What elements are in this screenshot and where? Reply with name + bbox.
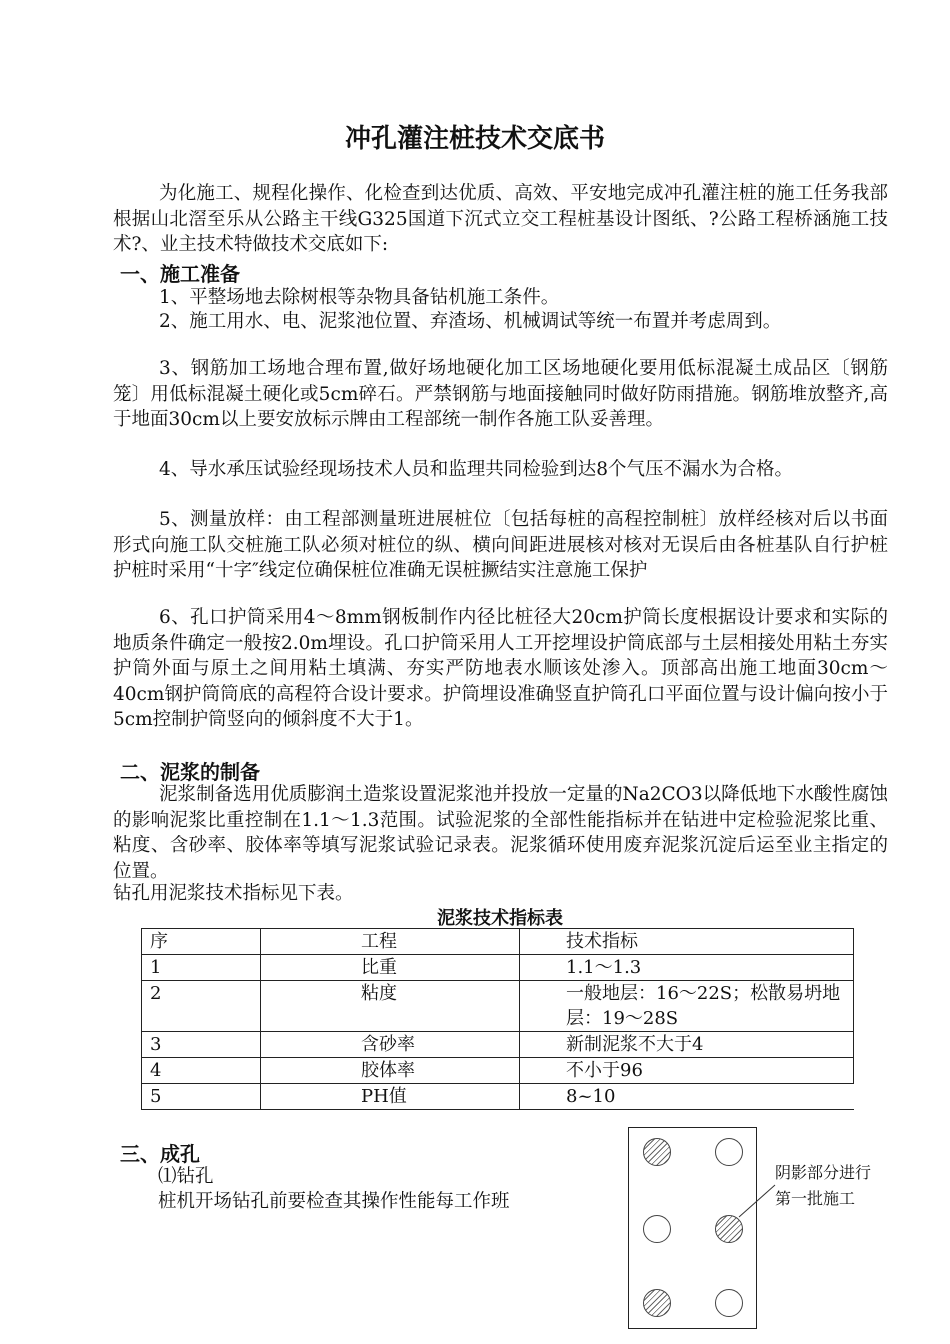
- table-header-cell: 序: [142, 929, 261, 955]
- table-row: [142, 1084, 854, 1110]
- table-cell: 8~10: [520, 1084, 854, 1110]
- table-row: [142, 955, 854, 981]
- sec2-body: 泥浆制备选用优质膨润土造浆设置泥浆池并投放一定量的Na2CO3以降低地下水酸性腐蚀的影响泥浆比重控制在1.1～1.3范围。试验泥浆的全部性能指标并在钻进中定检验泥浆比重、粘度、含砂率、胶体率等填写泥浆试验记录表。泥浆循环使用废弃泥浆沉淀后运至业主指定的位置。: [113, 784, 888, 882]
- legend-line-2: 第一批施工: [775, 1189, 856, 1208]
- table-cell: 2: [142, 981, 261, 1032]
- table-header-row: [142, 929, 854, 955]
- pile-hole-hatched: [643, 1289, 671, 1317]
- table-row: [142, 1058, 854, 1084]
- legend-leader-line: [735, 1182, 780, 1222]
- sec3-subheading: ⑴钻孔: [158, 1166, 214, 1187]
- table-cell: 比重: [261, 955, 520, 981]
- sec1-item-2: 2、施工用水、电、泥浆池位置、弃渣场、机械调试等统一布置并考虑周到。: [159, 311, 782, 332]
- table-cell: 含砂率: [261, 1032, 520, 1058]
- pile-hole-hatched: [643, 1138, 671, 1166]
- pile-layout-diagram: [628, 1127, 757, 1329]
- intro-paragraph: 为化施工、规程化操作、化检查到达优质、高效、平安地完成冲孔灌注桩的施工任务我部根据山北滘至乐从公路主干线G325国道下沉式立交工程桩基设计图纸、?公路工程桥涵施工技术?、业主技术特做技术交底如下:: [113, 183, 888, 255]
- table-cell: 1: [142, 955, 261, 981]
- table-cell: 粘度: [261, 981, 520, 1032]
- table-header-cell: 技术指标: [520, 929, 854, 955]
- table-header-cell: 工程: [261, 929, 520, 955]
- table-cell: 新制泥浆不大于4: [520, 1032, 854, 1058]
- table-caption: 泥浆技术指标表: [437, 908, 563, 929]
- table-cell: 1.1～1.3: [520, 955, 854, 981]
- mud-spec-table: [141, 928, 854, 1110]
- table-cell: 胶体率: [261, 1058, 520, 1084]
- diagram-legend: [775, 1160, 871, 1212]
- sec1-item-4: 4、导水承压试验经现场技术人员和监理共同检验到达8个气压不漏水为合格。: [159, 459, 794, 480]
- sec1-item-6: 6、孔口护筒采用4～8mm钢板制作内径比桩径大20cm护筒长度根据设计要求和实际的地质条件确定一般按2.0m埋设。孔口护筒采用人工开挖埋设护筒底部与土层相接处用粘土夯实护筒外面与原土之间用粘土填满、夯实严防地表水顺该处渗入。顶部高出施工地面30cm～40cm钢护筒筒底的高程符合设计要求。护筒埋设准确竖直护筒孔口平面位置与设计偏向按小于5cm控制护筒竖向的倾斜度不大于1。: [113, 607, 888, 730]
- legend-line-1: 阴影部分进行: [775, 1163, 872, 1182]
- table-cell: 5: [142, 1084, 261, 1110]
- sec3-body: 桩机开场钻孔前要检查其操作性能每工作班: [158, 1191, 510, 1212]
- pile-hole: [715, 1138, 743, 1166]
- section-2-heading: 二、泥浆的制备: [120, 760, 260, 784]
- table-row: [142, 981, 854, 1032]
- table-cell: 3: [142, 1032, 261, 1058]
- sec1-item-3: 3、钢筋加工场地合理布置,做好场地硬化加工区场地硬化要用低标混凝土成品区〔钢筋笼〕用低标混凝土硬化或5cm碎石。严禁钢筋与地面接触同时做好防雨措施。钢筋堆放整齐,高于地面30cm以上要安放标示牌由工程部统一制作各施工队妥善理。: [113, 358, 888, 430]
- pile-hole: [643, 1215, 671, 1243]
- pile-hole: [715, 1289, 743, 1317]
- table-cell: PH值: [261, 1084, 520, 1110]
- table-cell: 4: [142, 1058, 261, 1084]
- sec1-item-5: 5、测量放样：由工程部测量班进展桩位〔包括每桩的高程控制桩〕放样经核对后以书面形式向施工队交桩施工队必须对桩位的纵、横向间距进展核对核对无误后由各桩基队自行护桩护桩时采用“十字″线定位确保桩位准确无误桩撅结实注意施工保护: [113, 509, 888, 581]
- table-row: [142, 1032, 854, 1058]
- section-1-heading: 一、施工准备: [120, 262, 240, 286]
- table-cell: 一般地层：16～22S；松散易坍地层：19～28S: [520, 981, 854, 1032]
- sec1-item-1: 1、平整场地去除树根等杂物具备钻机施工条件。: [159, 287, 560, 308]
- section-3-heading: 三、成孔: [120, 1142, 200, 1166]
- sec2-note: 钻孔用泥浆技术指标见下表。: [113, 883, 354, 904]
- document-title: 冲孔灌注桩技术交底书: [344, 124, 605, 154]
- table-cell: 不小于96: [520, 1058, 854, 1084]
